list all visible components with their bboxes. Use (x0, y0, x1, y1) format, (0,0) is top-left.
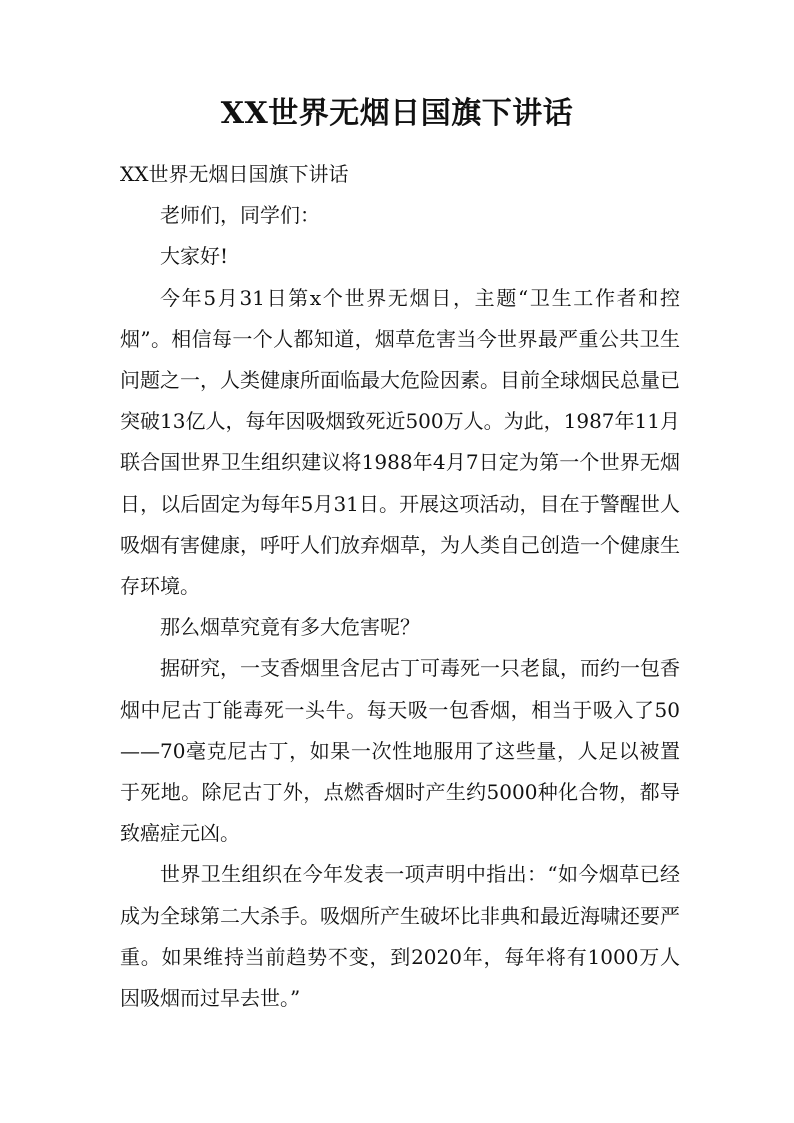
subtitle-paragraph: XX世界无烟日国旗下讲话 (120, 162, 349, 186)
document-body (120, 154, 680, 1019)
research-paragraph: 据研究，一支香烟里含尼古丁可毒死一只老鼠，而约一包香烟中尼古丁能毒死一头牛。每天吸一包香烟，相当于吸入了50——70毫克尼古丁，如果一次性地服用了这些量，人足以被置于死地。除尼古丁外，点燃香烟时产生约5000种化合物，都导致癌症元凶。 (120, 656, 680, 846)
who-statement-paragraph: 世界卫生组织在今年发表一项声明中指出：“如今烟草已经成为全球第二大杀手。吸烟所产生破坏比非典和最近海啸还要严重。如果维持当前趋势不变，到2020年，每年将有1000万人因吸烟而过早去世。” (120, 862, 680, 1011)
intro-paragraph: 今年5月31日第x个世界无烟日，主题“卫生工作者和控烟”。相信每一个人都知道，烟草危害当今世界最严重公共卫生问题之一，人类健康所面临最大危险因素。目前全球烟民总量已突破13亿人，每年因吸烟致死近500万人。为此，1987年11月联合国世界卫生组织建议将1988年4月7日定为第一个世界无烟日，以后固定为每年5月31日。开展这项活动，目在于警醒世人吸烟有害健康，呼吁人们放弃烟草，为人类自己创造一个健康生存环境。 (120, 285, 680, 599)
question-paragraph: 那么烟草究竟有多大危害呢？ (160, 615, 420, 640)
greeting-paragraph: 大家好! (160, 244, 229, 269)
salutation-paragraph: 老师们，同学们： (160, 203, 320, 228)
document-title: XX世界无烟日国旗下讲话 (220, 96, 574, 131)
